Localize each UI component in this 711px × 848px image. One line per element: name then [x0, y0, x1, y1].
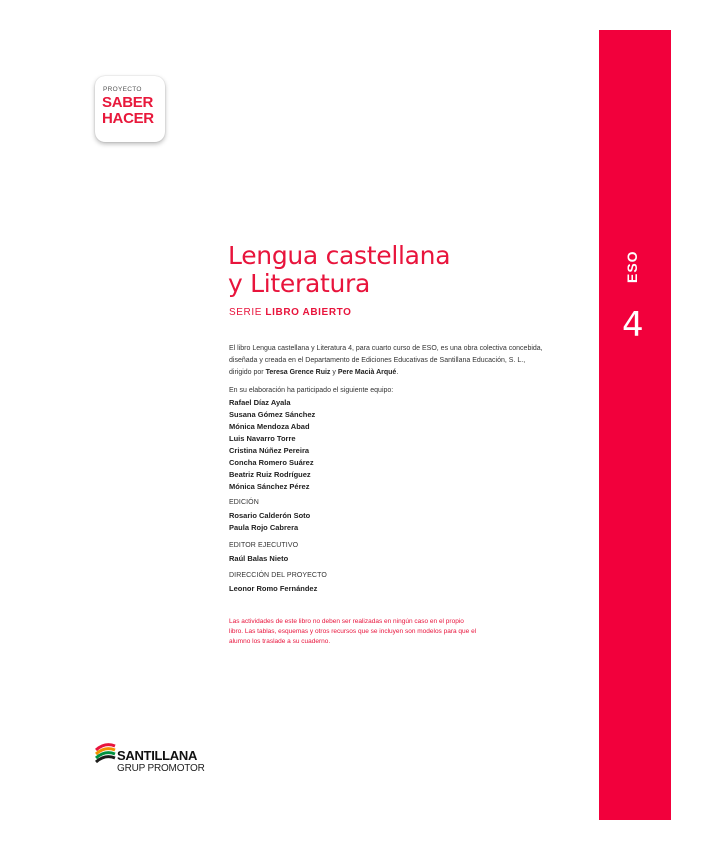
series-name: LIBRO ABIERTO — [265, 307, 352, 318]
team-member: Susana Gómez Sánchez — [229, 410, 316, 419]
publisher-sub: GRUP PROMOTOR — [117, 763, 205, 774]
edition-name: Rosario Calderón Soto — [229, 511, 311, 520]
team-member: Concha Romero Suárez — [229, 458, 314, 467]
grade-number: 4 — [622, 305, 644, 345]
book-title-line-2: y Literatura — [228, 269, 371, 298]
edition-names — [229, 510, 310, 534]
edition-label: EDICIÓN — [229, 499, 259, 506]
team-intro: En su elaboración ha participado el siguiente equipo: — [229, 387, 394, 394]
team-member: Mónica Mendoza Abad — [229, 422, 310, 431]
project-direction-name: Leonor Romo Fernández — [229, 584, 318, 593]
director-2: Pere Macià Arqué — [337, 368, 397, 376]
series-label — [229, 307, 352, 318]
intro-paragraph — [229, 343, 549, 378]
santillana-mark-icon — [93, 740, 119, 766]
level-label: ESO — [624, 250, 640, 283]
intro-and: y — [330, 368, 338, 376]
series-prefix: SERIE — [229, 307, 263, 318]
team-list — [229, 397, 315, 493]
publisher-name: SANTILLANA — [117, 748, 198, 763]
badge-hacer-label: HACER — [102, 110, 154, 127]
director-1: Teresa Grence Ruiz — [265, 368, 331, 376]
usage-note: Las actividades de este libro no deben ser realizadas en ningún caso en el propio libro. Las tablas, esquemas y otros recursos que se incluyen son modelos para que el alumno los traslade a su cuaderno. — [229, 618, 477, 645]
edition-name: Paula Rojo Cabrera — [229, 523, 299, 532]
badge-saber-label: SABER — [102, 94, 154, 111]
team-member: Rafael Díaz Ayala — [229, 398, 291, 407]
team-member: Mónica Sánchez Pérez — [229, 482, 310, 491]
intro-text: El libro Lengua castellana y Literatura 4, para cuarto curso de ESO, es una obra colectiva concebida, diseñada y creada en el Departamento de Ediciones Educativas de Santillana Educación, S. L., dirigido por — [229, 345, 543, 376]
executive-editor-label: EDITOR EJECUTIVO — [229, 542, 299, 549]
book-title-line-1: Lengua castellana — [228, 241, 451, 270]
book-title — [228, 242, 450, 298]
team-member: Luis Navarro Torre — [229, 434, 296, 443]
project-direction-label: DIRECCIÓN DEL PROYECTO — [229, 572, 327, 579]
executive-editor-name: Raúl Balas Nieto — [229, 554, 289, 563]
intro-end: . — [396, 368, 399, 376]
team-member: Beatriz Ruiz Rodríguez — [229, 470, 311, 479]
badge-proyecto-label: PROYECTO — [103, 86, 142, 93]
proyecto-saber-hacer-logo — [95, 76, 165, 142]
team-member: Cristina Núñez Pereira — [229, 446, 310, 455]
side-band — [599, 30, 671, 820]
